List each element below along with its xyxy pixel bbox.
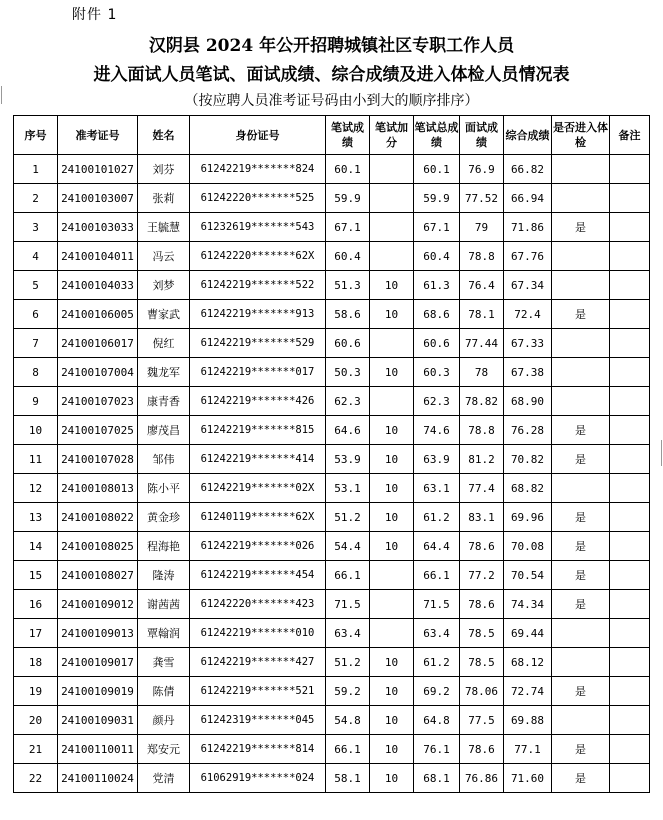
table-row bbox=[14, 329, 650, 358]
physical-exam-cell bbox=[552, 155, 610, 184]
id-number-cell: 61242219*******913 bbox=[190, 300, 326, 329]
written-total-cell: 63.4 bbox=[414, 619, 460, 648]
overall-score-cell: 70.54 bbox=[504, 561, 552, 590]
written-total-cell: 69.2 bbox=[414, 677, 460, 706]
name-cell: 郑安元 bbox=[138, 735, 190, 764]
written-score-cell: 51.2 bbox=[326, 648, 370, 677]
name-cell: 陈小平 bbox=[138, 474, 190, 503]
id-number-cell: 61232619*******543 bbox=[190, 213, 326, 242]
id-number-cell: 61242219*******824 bbox=[190, 155, 326, 184]
name-cell: 倪红 bbox=[138, 329, 190, 358]
header-row bbox=[14, 116, 650, 155]
overall-score-cell: 67.76 bbox=[504, 242, 552, 271]
id-number-cell: 61242219*******426 bbox=[190, 387, 326, 416]
written-bonus-cell bbox=[370, 155, 414, 184]
table-row bbox=[14, 242, 650, 271]
table-header bbox=[14, 116, 650, 155]
col-exam-id-header: 准考证号 bbox=[58, 116, 138, 155]
exam-id-cell: 24100106005 bbox=[58, 300, 138, 329]
written-bonus-cell: 10 bbox=[370, 532, 414, 561]
written-total-cell: 67.1 bbox=[414, 213, 460, 242]
written-total-cell: 68.6 bbox=[414, 300, 460, 329]
written-bonus-cell bbox=[370, 561, 414, 590]
seq-cell: 2 bbox=[14, 184, 58, 213]
written-bonus-cell: 10 bbox=[370, 706, 414, 735]
interview-score-cell: 79 bbox=[460, 213, 504, 242]
written-bonus-cell: 10 bbox=[370, 648, 414, 677]
seq-cell: 21 bbox=[14, 735, 58, 764]
interview-score-cell: 76.9 bbox=[460, 155, 504, 184]
overall-score-cell: 67.34 bbox=[504, 271, 552, 300]
physical-exam-cell bbox=[552, 648, 610, 677]
id-number-cell: 61242219*******017 bbox=[190, 358, 326, 387]
overall-score-cell: 68.12 bbox=[504, 648, 552, 677]
id-number-cell: 61242219*******414 bbox=[190, 445, 326, 474]
seq-cell: 4 bbox=[14, 242, 58, 271]
seq-cell: 5 bbox=[14, 271, 58, 300]
physical-exam-cell: 是 bbox=[552, 764, 610, 793]
table-row bbox=[14, 387, 650, 416]
seq-cell: 9 bbox=[14, 387, 58, 416]
exam-id-cell: 24100109013 bbox=[58, 619, 138, 648]
overall-score-cell: 72.4 bbox=[504, 300, 552, 329]
exam-id-cell: 24100109019 bbox=[58, 677, 138, 706]
remarks-cell bbox=[610, 706, 650, 735]
written-score-cell: 62.3 bbox=[326, 387, 370, 416]
written-bonus-cell bbox=[370, 184, 414, 213]
name-cell: 隆涛 bbox=[138, 561, 190, 590]
written-total-cell: 61.2 bbox=[414, 648, 460, 677]
physical-exam-cell: 是 bbox=[552, 677, 610, 706]
remarks-cell bbox=[610, 561, 650, 590]
overall-score-cell: 71.86 bbox=[504, 213, 552, 242]
seq-cell: 18 bbox=[14, 648, 58, 677]
physical-exam-cell: 是 bbox=[552, 532, 610, 561]
name-cell: 陈倩 bbox=[138, 677, 190, 706]
remarks-cell bbox=[610, 590, 650, 619]
name-cell: 党清 bbox=[138, 764, 190, 793]
table-row bbox=[14, 358, 650, 387]
exam-id-cell: 24100107023 bbox=[58, 387, 138, 416]
name-cell: 刘梦 bbox=[138, 271, 190, 300]
written-bonus-cell: 10 bbox=[370, 416, 414, 445]
overall-score-cell: 66.94 bbox=[504, 184, 552, 213]
name-cell: 冯云 bbox=[138, 242, 190, 271]
col-name-header: 姓名 bbox=[138, 116, 190, 155]
table-row bbox=[14, 764, 650, 793]
table-row bbox=[14, 706, 650, 735]
written-total-cell: 64.4 bbox=[414, 532, 460, 561]
interview-score-cell: 76.86 bbox=[460, 764, 504, 793]
interview-score-cell: 78.8 bbox=[460, 242, 504, 271]
col-remarks-header: 备注 bbox=[610, 116, 650, 155]
interview-score-cell: 78.5 bbox=[460, 619, 504, 648]
name-cell: 谢茜茜 bbox=[138, 590, 190, 619]
written-bonus-cell: 10 bbox=[370, 300, 414, 329]
written-total-cell: 61.2 bbox=[414, 503, 460, 532]
document-title-line1: 汉阴县 2024 年公开招聘城镇社区专职工作人员 bbox=[148, 36, 515, 56]
col-physical-exam-header: 是否进入体检 bbox=[552, 116, 610, 155]
physical-exam-cell bbox=[552, 619, 610, 648]
remarks-cell bbox=[610, 300, 650, 329]
table-row bbox=[14, 735, 650, 764]
table-body bbox=[14, 155, 650, 793]
written-total-cell: 71.5 bbox=[414, 590, 460, 619]
overall-score-cell: 67.38 bbox=[504, 358, 552, 387]
overall-score-cell: 76.28 bbox=[504, 416, 552, 445]
interview-score-cell: 77.4 bbox=[460, 474, 504, 503]
interview-score-cell: 78.1 bbox=[460, 300, 504, 329]
physical-exam-cell: 是 bbox=[552, 213, 610, 242]
remarks-cell bbox=[610, 213, 650, 242]
written-score-cell: 50.3 bbox=[326, 358, 370, 387]
name-cell: 王毓慧 bbox=[138, 213, 190, 242]
remarks-cell bbox=[610, 387, 650, 416]
overall-score-cell: 74.34 bbox=[504, 590, 552, 619]
seq-cell: 13 bbox=[14, 503, 58, 532]
seq-cell: 7 bbox=[14, 329, 58, 358]
written-score-cell: 53.1 bbox=[326, 474, 370, 503]
physical-exam-cell: 是 bbox=[552, 416, 610, 445]
results-table bbox=[13, 115, 650, 793]
col-written-total-header: 笔试总成绩 bbox=[414, 116, 460, 155]
written-score-cell: 60.6 bbox=[326, 329, 370, 358]
physical-exam-cell: 是 bbox=[552, 300, 610, 329]
exam-id-cell: 24100110011 bbox=[58, 735, 138, 764]
remarks-cell bbox=[610, 532, 650, 561]
interview-score-cell: 78.06 bbox=[460, 677, 504, 706]
interview-score-cell: 77.5 bbox=[460, 706, 504, 735]
interview-score-cell: 78.5 bbox=[460, 648, 504, 677]
name-cell: 覃翰润 bbox=[138, 619, 190, 648]
written-total-cell: 63.9 bbox=[414, 445, 460, 474]
physical-exam-cell bbox=[552, 184, 610, 213]
name-cell: 廖茂昌 bbox=[138, 416, 190, 445]
exam-id-cell: 24100109017 bbox=[58, 648, 138, 677]
table-row bbox=[14, 590, 650, 619]
seq-cell: 14 bbox=[14, 532, 58, 561]
overall-score-cell: 69.96 bbox=[504, 503, 552, 532]
written-total-cell: 61.3 bbox=[414, 271, 460, 300]
seq-cell: 15 bbox=[14, 561, 58, 590]
interview-score-cell: 77.2 bbox=[460, 561, 504, 590]
id-number-cell: 61242219*******815 bbox=[190, 416, 326, 445]
id-number-cell: 61242219*******427 bbox=[190, 648, 326, 677]
document-subtitle: （按应聘人员准考证号码由小到大的顺序排序） bbox=[184, 93, 479, 109]
page-edge-mark bbox=[1, 86, 5, 104]
table-row bbox=[14, 271, 650, 300]
interview-score-cell: 78.6 bbox=[460, 735, 504, 764]
name-cell: 刘芬 bbox=[138, 155, 190, 184]
name-cell: 邹伟 bbox=[138, 445, 190, 474]
table-row bbox=[14, 619, 650, 648]
written-total-cell: 66.1 bbox=[414, 561, 460, 590]
id-number-cell: 61242219*******521 bbox=[190, 677, 326, 706]
written-bonus-cell: 10 bbox=[370, 735, 414, 764]
interview-score-cell: 81.2 bbox=[460, 445, 504, 474]
table-row bbox=[14, 474, 650, 503]
exam-id-cell: 24100107025 bbox=[58, 416, 138, 445]
table-row bbox=[14, 184, 650, 213]
seq-cell: 20 bbox=[14, 706, 58, 735]
seq-cell: 12 bbox=[14, 474, 58, 503]
written-total-cell: 76.1 bbox=[414, 735, 460, 764]
name-cell: 颜丹 bbox=[138, 706, 190, 735]
physical-exam-cell: 是 bbox=[552, 735, 610, 764]
physical-exam-cell: 是 bbox=[552, 561, 610, 590]
id-number-cell: 61240119*******62X bbox=[190, 503, 326, 532]
remarks-cell bbox=[610, 677, 650, 706]
table-row bbox=[14, 503, 650, 532]
attachment-label: 附件 1 bbox=[72, 7, 118, 23]
written-total-cell: 60.4 bbox=[414, 242, 460, 271]
written-total-cell: 60.1 bbox=[414, 155, 460, 184]
written-bonus-cell bbox=[370, 242, 414, 271]
written-score-cell: 54.4 bbox=[326, 532, 370, 561]
exam-id-cell: 24100107004 bbox=[58, 358, 138, 387]
table-row bbox=[14, 155, 650, 184]
physical-exam-cell: 是 bbox=[552, 445, 610, 474]
exam-id-cell: 24100108013 bbox=[58, 474, 138, 503]
written-total-cell: 62.3 bbox=[414, 387, 460, 416]
physical-exam-cell bbox=[552, 358, 610, 387]
interview-score-cell: 77.52 bbox=[460, 184, 504, 213]
exam-id-cell: 24100104011 bbox=[58, 242, 138, 271]
exam-id-cell: 24100103007 bbox=[58, 184, 138, 213]
written-score-cell: 51.3 bbox=[326, 271, 370, 300]
table-row bbox=[14, 648, 650, 677]
physical-exam-cell bbox=[552, 387, 610, 416]
written-total-cell: 68.1 bbox=[414, 764, 460, 793]
id-number-cell: 61242219*******522 bbox=[190, 271, 326, 300]
remarks-cell bbox=[610, 764, 650, 793]
remarks-cell bbox=[610, 735, 650, 764]
seq-cell: 8 bbox=[14, 358, 58, 387]
id-number-cell: 61242219*******454 bbox=[190, 561, 326, 590]
overall-score-cell: 69.88 bbox=[504, 706, 552, 735]
overall-score-cell: 72.74 bbox=[504, 677, 552, 706]
overall-score-cell: 66.82 bbox=[504, 155, 552, 184]
exam-id-cell: 24100104033 bbox=[58, 271, 138, 300]
id-number-cell: 61062919*******024 bbox=[190, 764, 326, 793]
remarks-cell bbox=[610, 619, 650, 648]
id-number-cell: 61242219*******02X bbox=[190, 474, 326, 503]
written-total-cell: 74.6 bbox=[414, 416, 460, 445]
col-id-number-header: 身份证号 bbox=[190, 116, 326, 155]
exam-id-cell: 24100109012 bbox=[58, 590, 138, 619]
id-number-cell: 61242219*******010 bbox=[190, 619, 326, 648]
physical-exam-cell bbox=[552, 474, 610, 503]
table-row bbox=[14, 300, 650, 329]
seq-cell: 16 bbox=[14, 590, 58, 619]
exam-id-cell: 24100109031 bbox=[58, 706, 138, 735]
written-score-cell: 54.8 bbox=[326, 706, 370, 735]
name-cell: 黄金珍 bbox=[138, 503, 190, 532]
physical-exam-cell bbox=[552, 242, 610, 271]
seq-cell: 10 bbox=[14, 416, 58, 445]
written-bonus-cell: 10 bbox=[370, 764, 414, 793]
col-written-bonus-header: 笔试加分 bbox=[370, 116, 414, 155]
name-cell: 程海艳 bbox=[138, 532, 190, 561]
remarks-cell bbox=[610, 416, 650, 445]
id-number-cell: 61242219*******814 bbox=[190, 735, 326, 764]
written-score-cell: 59.9 bbox=[326, 184, 370, 213]
table-row bbox=[14, 532, 650, 561]
interview-score-cell: 78.6 bbox=[460, 590, 504, 619]
written-bonus-cell bbox=[370, 387, 414, 416]
exam-id-cell: 24100110024 bbox=[58, 764, 138, 793]
overall-score-cell: 70.82 bbox=[504, 445, 552, 474]
table-row bbox=[14, 213, 650, 242]
overall-score-cell: 70.08 bbox=[504, 532, 552, 561]
overall-score-cell: 69.44 bbox=[504, 619, 552, 648]
written-score-cell: 53.9 bbox=[326, 445, 370, 474]
exam-id-cell: 24100106017 bbox=[58, 329, 138, 358]
table-row bbox=[14, 416, 650, 445]
id-number-cell: 61242220*******62X bbox=[190, 242, 326, 271]
written-score-cell: 64.6 bbox=[326, 416, 370, 445]
remarks-cell bbox=[610, 242, 650, 271]
written-bonus-cell bbox=[370, 590, 414, 619]
written-bonus-cell bbox=[370, 213, 414, 242]
remarks-cell bbox=[610, 271, 650, 300]
overall-score-cell: 67.33 bbox=[504, 329, 552, 358]
written-total-cell: 59.9 bbox=[414, 184, 460, 213]
id-number-cell: 61242219*******529 bbox=[190, 329, 326, 358]
page-edge-mark bbox=[658, 440, 662, 466]
physical-exam-cell: 是 bbox=[552, 590, 610, 619]
name-cell: 康青香 bbox=[138, 387, 190, 416]
id-number-cell: 61242319*******045 bbox=[190, 706, 326, 735]
name-cell: 曹家武 bbox=[138, 300, 190, 329]
written-score-cell: 58.6 bbox=[326, 300, 370, 329]
remarks-cell bbox=[610, 648, 650, 677]
written-score-cell: 66.1 bbox=[326, 735, 370, 764]
written-bonus-cell: 10 bbox=[370, 474, 414, 503]
interview-score-cell: 83.1 bbox=[460, 503, 504, 532]
col-seq-header: 序号 bbox=[14, 116, 58, 155]
written-score-cell: 60.4 bbox=[326, 242, 370, 271]
physical-exam-cell bbox=[552, 329, 610, 358]
interview-score-cell: 78.8 bbox=[460, 416, 504, 445]
written-bonus-cell bbox=[370, 329, 414, 358]
seq-cell: 17 bbox=[14, 619, 58, 648]
seq-cell: 6 bbox=[14, 300, 58, 329]
seq-cell: 11 bbox=[14, 445, 58, 474]
written-score-cell: 58.1 bbox=[326, 764, 370, 793]
id-number-cell: 61242220*******525 bbox=[190, 184, 326, 213]
interview-score-cell: 77.44 bbox=[460, 329, 504, 358]
written-bonus-cell bbox=[370, 619, 414, 648]
overall-score-cell: 71.60 bbox=[504, 764, 552, 793]
interview-score-cell: 78 bbox=[460, 358, 504, 387]
remarks-cell bbox=[610, 474, 650, 503]
exam-id-cell: 24100107028 bbox=[58, 445, 138, 474]
exam-id-cell: 24100108027 bbox=[58, 561, 138, 590]
exam-id-cell: 24100103033 bbox=[58, 213, 138, 242]
overall-score-cell: 68.90 bbox=[504, 387, 552, 416]
interview-score-cell: 76.4 bbox=[460, 271, 504, 300]
col-overall-score-header: 综合成绩 bbox=[504, 116, 552, 155]
written-total-cell: 60.3 bbox=[414, 358, 460, 387]
exam-id-cell: 24100108022 bbox=[58, 503, 138, 532]
document-title-line2: 进入面试人员笔试、面试成绩、综合成绩及进入体检人员情况表 bbox=[93, 65, 570, 85]
table-row bbox=[14, 677, 650, 706]
interview-score-cell: 78.6 bbox=[460, 532, 504, 561]
remarks-cell bbox=[610, 358, 650, 387]
written-score-cell: 71.5 bbox=[326, 590, 370, 619]
col-written-score-header: 笔试成绩 bbox=[326, 116, 370, 155]
remarks-cell bbox=[610, 503, 650, 532]
written-score-cell: 51.2 bbox=[326, 503, 370, 532]
remarks-cell bbox=[610, 445, 650, 474]
written-total-cell: 60.6 bbox=[414, 329, 460, 358]
written-bonus-cell: 10 bbox=[370, 271, 414, 300]
seq-cell: 22 bbox=[14, 764, 58, 793]
written-bonus-cell: 10 bbox=[370, 677, 414, 706]
written-bonus-cell: 10 bbox=[370, 503, 414, 532]
written-score-cell: 63.4 bbox=[326, 619, 370, 648]
col-interview-score-header: 面试成绩 bbox=[460, 116, 504, 155]
overall-score-cell: 77.1 bbox=[504, 735, 552, 764]
name-cell: 龚雪 bbox=[138, 648, 190, 677]
exam-id-cell: 24100108025 bbox=[58, 532, 138, 561]
remarks-cell bbox=[610, 329, 650, 358]
seq-cell: 1 bbox=[14, 155, 58, 184]
written-total-cell: 63.1 bbox=[414, 474, 460, 503]
id-number-cell: 61242220*******423 bbox=[190, 590, 326, 619]
table-row bbox=[14, 561, 650, 590]
seq-cell: 3 bbox=[14, 213, 58, 242]
remarks-cell bbox=[610, 184, 650, 213]
name-cell: 张莉 bbox=[138, 184, 190, 213]
written-score-cell: 60.1 bbox=[326, 155, 370, 184]
physical-exam-cell bbox=[552, 706, 610, 735]
table-row bbox=[14, 445, 650, 474]
written-total-cell: 64.8 bbox=[414, 706, 460, 735]
id-number-cell: 61242219*******026 bbox=[190, 532, 326, 561]
interview-score-cell: 78.82 bbox=[460, 387, 504, 416]
exam-id-cell: 24100101027 bbox=[58, 155, 138, 184]
written-score-cell: 67.1 bbox=[326, 213, 370, 242]
name-cell: 魏龙军 bbox=[138, 358, 190, 387]
written-score-cell: 66.1 bbox=[326, 561, 370, 590]
physical-exam-cell bbox=[552, 271, 610, 300]
physical-exam-cell: 是 bbox=[552, 503, 610, 532]
seq-cell: 19 bbox=[14, 677, 58, 706]
overall-score-cell: 68.82 bbox=[504, 474, 552, 503]
written-bonus-cell: 10 bbox=[370, 445, 414, 474]
written-score-cell: 59.2 bbox=[326, 677, 370, 706]
written-bonus-cell: 10 bbox=[370, 358, 414, 387]
remarks-cell bbox=[610, 155, 650, 184]
